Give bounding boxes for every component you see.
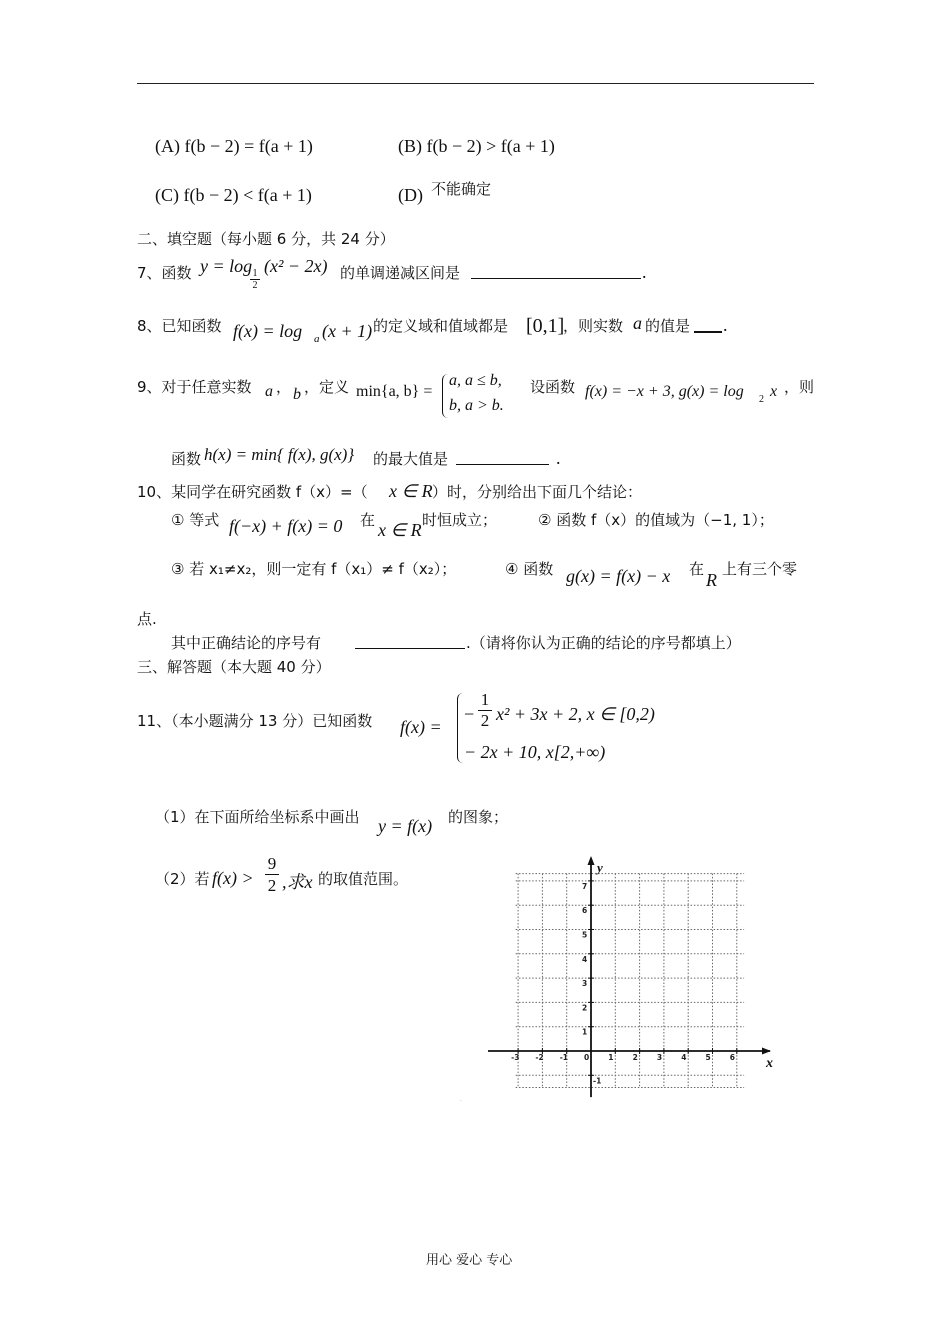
q10-answer-blank[interactable]	[355, 634, 465, 649]
q7-prefix: 7、函数	[137, 264, 192, 282]
x-axis-arrow	[762, 1048, 771, 1055]
q9-case-1: a, a ≤ b,	[449, 372, 502, 389]
q11-p1-prefix: （1）在下面所给坐标系中画出	[155, 808, 360, 826]
q10-c4-wrap: 点.	[137, 610, 157, 628]
q11-case-1-fraction	[478, 690, 492, 731]
q10-line-1-end: ）时，分别给出下面几个结论：	[432, 483, 643, 501]
q8-interval: [0,1]	[526, 315, 565, 337]
q11-case-1-minus: −	[464, 704, 475, 724]
q9-end: .	[556, 448, 561, 468]
q9-mid: ，定义	[304, 378, 350, 396]
q10-c4-R: R	[706, 570, 717, 590]
q10-domain: x ∈ R	[389, 481, 433, 501]
q9-prefix: 9、对于任意实数	[137, 378, 252, 396]
choice-d-label: (D)	[398, 185, 423, 205]
q11-lhs: f(x) =	[400, 717, 442, 737]
x-tick-label: -3	[511, 1053, 520, 1062]
q8-log-subscript: a	[314, 333, 320, 345]
q10-c4-prefix: ④ 函数	[505, 560, 554, 578]
choice-b: (B) f(b − 2) > f(a + 1)	[398, 136, 555, 156]
q10-c4-formula: g(x) = f(x) − x	[566, 566, 671, 586]
q9-set: 设函数	[530, 378, 576, 396]
q11-case-2: − 2x + 10, x[2,+∞)	[464, 742, 606, 762]
q7-end: .	[642, 262, 647, 282]
q8-prefix: 8、已知函数	[137, 317, 222, 335]
q11-p1-suffix: 的图象；	[448, 808, 509, 826]
q7-suffix: 的单调递减区间是	[340, 264, 461, 282]
q9-log-subscript: 2	[759, 394, 764, 405]
x-tick-label: 0	[584, 1053, 590, 1062]
x-tick-label: -1	[559, 1053, 569, 1062]
x-tick-label: 5	[705, 1053, 711, 1062]
q9-then: ，则	[784, 378, 815, 396]
q11-p2-denominator: 2	[267, 876, 277, 895]
q8-suffix: ，则实数	[563, 317, 624, 335]
q10-c3: ③ 若 x₁≠x₂，则一定有 f（x₁）≠ f（x₂）；	[171, 560, 457, 578]
y-tick-label: 6	[582, 906, 588, 916]
q7-formula: y = log	[200, 256, 253, 276]
q7-argument: (x² − 2x)	[264, 256, 328, 276]
q8-variable: a	[633, 313, 642, 333]
q10-c1-domain: x ∈ R	[378, 520, 422, 540]
q7-base-denominator: 2	[252, 280, 258, 291]
q9-log-argument: x	[770, 383, 778, 400]
q10-ask-end: .（请将你认为正确的结论的序号都填上）	[466, 634, 741, 652]
q11-prefix: 11、（本小题满分 13 分）已知函数	[137, 712, 373, 730]
q9-var-b: b	[293, 386, 301, 403]
y-tick-label: 4	[582, 954, 588, 964]
header-rule	[137, 83, 814, 84]
q9-case-2: b, a > b.	[449, 397, 504, 414]
y-tick-label: 5	[582, 930, 588, 940]
q8-answer-blank[interactable]	[694, 317, 722, 333]
q7-answer-blank[interactable]	[471, 264, 641, 279]
q9-answer-blank[interactable]	[456, 450, 549, 465]
q10-c1-in: 在	[360, 511, 376, 529]
choice-d-text: 不能确定	[431, 180, 492, 198]
scan-dot: ·	[460, 1098, 462, 1105]
choice-c: (C) f(b − 2) < f(a + 1)	[155, 185, 312, 205]
q11-case-1-denominator: 2	[480, 711, 490, 730]
q8-mid: 的定义域和值域都是	[373, 317, 509, 335]
q11-p2-suffix: ,求x	[282, 872, 313, 892]
q9-comma: ，	[276, 378, 292, 396]
section-2-title: 二、填空题（每小题 6 分，共 24 分）	[137, 230, 395, 248]
q10-line-1: 10、某同学在研究函数 f（x）=（	[137, 483, 368, 501]
y-tick-label: -1	[593, 1076, 602, 1086]
coordinate-grid[interactable]	[480, 850, 780, 1105]
q9-line2-suffix: 的最大值是	[373, 450, 449, 468]
q8-argument: (x + 1)	[322, 321, 373, 341]
q9-var-a: a	[265, 383, 273, 400]
q10-c4-end: 上有三个零	[722, 560, 798, 578]
q10-c1-end: 时恒成立；	[422, 511, 498, 529]
x-tick-label: -2	[535, 1053, 544, 1062]
x-tick-label: 6	[729, 1053, 736, 1062]
q11-p2-end: 的取值范围。	[318, 870, 409, 888]
y-axis-arrow	[588, 856, 595, 865]
q8-suffix-2: 的值是	[645, 317, 691, 335]
q10-c2: ② 函数 f（x）的值域为（−1, 1）；	[538, 511, 774, 529]
q8-end: .	[723, 315, 728, 335]
x-tick-label: 4	[681, 1053, 687, 1062]
q10-ask: 其中正确结论的序号有	[171, 634, 322, 652]
y-tick-label: 1	[582, 1027, 588, 1037]
x-tick-label: 3	[656, 1053, 663, 1062]
y-axis-label: y	[597, 860, 603, 875]
y-tick-label: 7	[582, 881, 588, 891]
q9-brace	[442, 374, 449, 418]
q10-c4-in: 在	[689, 560, 705, 578]
q9-min-lhs: min{a, b} =	[356, 383, 433, 400]
q10-c1-formula: f(−x) + f(x) = 0	[229, 516, 343, 536]
q9-functions: f(x) = −x + 3, g(x) = log	[585, 383, 744, 400]
q7-log-base	[250, 268, 260, 291]
page-footer: 用心 爱心 专心	[426, 1253, 513, 1268]
x-axis-label: x	[766, 1056, 773, 1071]
q8-formula: f(x) = log	[233, 321, 303, 341]
q11-case-1-rest: x² + 3x + 2, x ∈ [0,2)	[496, 704, 655, 724]
x-tick-label: 2	[632, 1053, 638, 1062]
q9-h-formula: h(x) = min{ f(x), g(x)}	[204, 445, 355, 464]
x-tick-label: 1	[608, 1053, 614, 1062]
section-3-title: 三、解答题（本大题 40 分）	[137, 658, 331, 676]
q11-p2-fraction	[265, 853, 279, 896]
q10-c1-prefix: ① 等式	[171, 511, 220, 529]
q11-brace	[457, 693, 464, 763]
q11-case-1-numerator: 1	[478, 690, 492, 711]
y-tick-label: 3	[582, 979, 588, 989]
q11-p2-numerator: 9	[265, 853, 279, 875]
q11-p2-formula: f(x) >	[212, 868, 254, 888]
y-tick-label: 2	[582, 1003, 588, 1013]
q9-line2-prefix: 函数	[171, 450, 202, 468]
choice-a: (A) f(b − 2) = f(a + 1)	[155, 136, 313, 156]
q7-base-numerator: 1	[250, 268, 260, 280]
q11-p2-prefix: （2）若	[155, 870, 210, 888]
q11-p1-formula: y = f(x)	[378, 816, 433, 836]
